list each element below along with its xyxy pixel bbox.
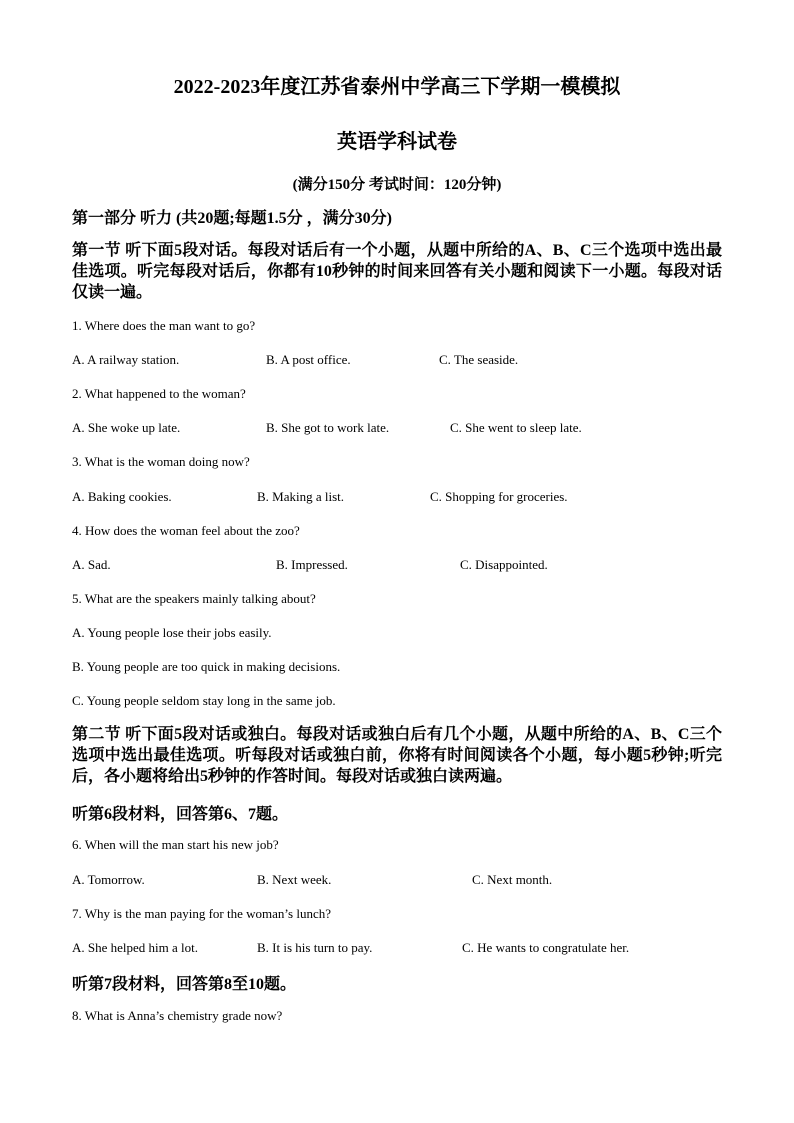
question-4-option-a: A. Sad. bbox=[72, 557, 111, 572]
question-4-option-b: B. Impressed. bbox=[276, 557, 348, 572]
question-2-option-a: A. She woke up late. bbox=[72, 420, 181, 435]
question-3: 3. What is the woman doing now? bbox=[72, 454, 250, 469]
question-6-option-c: C. Next month. bbox=[472, 872, 553, 887]
question-3-option-a: A. Baking cookies. bbox=[72, 489, 172, 504]
question-7-option-c: C. He wants to congratulate her. bbox=[462, 940, 630, 955]
question-5-option-b: B. Young people are too quick in making decisions. bbox=[72, 659, 341, 674]
question-1-option-a: A. A railway station. bbox=[72, 352, 180, 367]
question-4-option-c: C. Disappointed. bbox=[460, 557, 548, 572]
question-4: 4. How does the woman feel about the zoo? bbox=[72, 523, 300, 538]
question-7: 7. Why is the man paying for the woman’s lunch? bbox=[72, 906, 331, 921]
question-2: 2. What happened to the woman? bbox=[72, 386, 246, 401]
question-1-option-c: C. The seaside. bbox=[439, 352, 519, 367]
question-5: 5. What are the speakers mainly talking about? bbox=[72, 591, 316, 606]
exam-title: 2022-2023年度江苏省泰州中学高三下学期一模模拟 bbox=[173, 76, 621, 98]
question-5-option-a: A. Young people lose their jobs easily. bbox=[72, 625, 272, 640]
section2-instructions: 第二节 听下面5段对话或独白。每段对话或独白后有几个小题，从题中所给的A、B、C三个选项中选出最佳选项。听每段对话或独白前，你将有时间阅读各个小题，每小题5秒钟;听完后，各小题将给出5秒钟的作答时间。每段对话或独白读两遍。 bbox=[72, 726, 722, 785]
question-5-option-c: C. Young people seldom stay long in the same job. bbox=[72, 693, 336, 708]
material-6-heading: 听第6段材料，回答第6、7题。 bbox=[72, 806, 289, 823]
question-2-option-c: C. She went to sleep late. bbox=[450, 420, 582, 435]
question-3-option-c: C. Shopping for groceries. bbox=[430, 489, 568, 504]
question-6-option-a: A. Tomorrow. bbox=[72, 872, 145, 887]
question-7-option-a: A. She helped him a lot. bbox=[72, 940, 199, 955]
section1-instructions: 第一节 听下面5段对话。每段对话后有一个小题，从题中所给的A、B、C三个选项中选出最佳选项。听完每段对话后，你都有10秒钟的时间来回答有关小题和阅读下一小题。每段对话仅读一遍。 bbox=[72, 242, 722, 301]
exam-info: (满分150分 考试时间：120分钟) bbox=[292, 177, 502, 193]
question-6: 6. When will the man start his new job? bbox=[72, 837, 279, 852]
question-1: 1. Where does the man want to go? bbox=[72, 318, 256, 333]
question-2-option-b: B. She got to work late. bbox=[266, 420, 390, 435]
question-1-option-b: B. A post office. bbox=[266, 352, 351, 367]
question-7-option-b: B. It is his turn to pay. bbox=[257, 940, 373, 955]
question-8: 8. What is Anna’s chemistry grade now? bbox=[72, 1008, 283, 1023]
question-6-option-b: B. Next week. bbox=[257, 872, 332, 887]
part1-heading: 第一部分 听力 (共20题;每题1.5分 ，满分30分) bbox=[72, 210, 392, 227]
material-7-heading: 听第7段材料，回答第8至10题。 bbox=[72, 976, 297, 993]
question-3-option-b: B. Making a list. bbox=[257, 489, 345, 504]
exam-subject-title: 英语学科试卷 bbox=[337, 131, 457, 153]
